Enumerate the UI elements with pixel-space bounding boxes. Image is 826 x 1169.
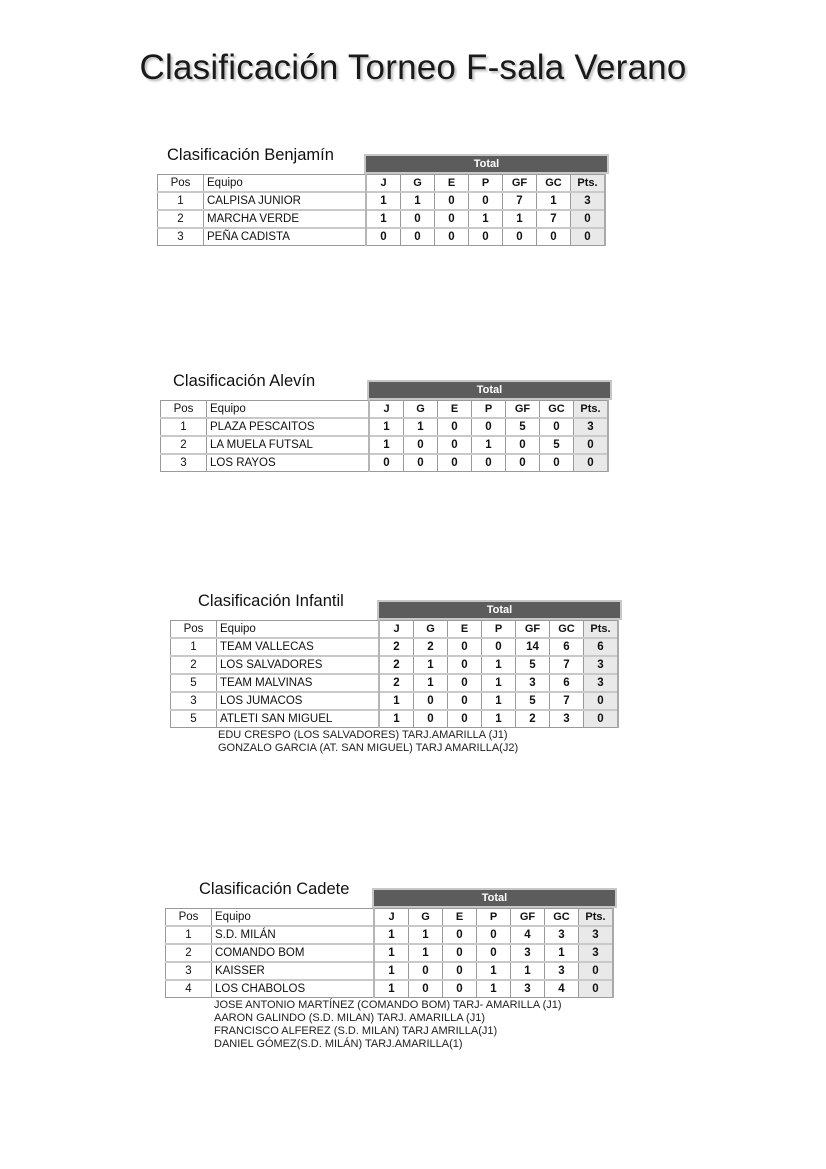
cell-p: 1	[482, 692, 516, 710]
table-row	[161, 454, 609, 472]
cell-pts: 0	[584, 710, 619, 728]
note-line: AARON GALINDO (S.D. MILAN) TARJ. AMARILLA (J1)	[214, 1012, 485, 1024]
cell-team: MARCHA VERDE	[204, 210, 367, 228]
cell-team: PEÑA CADISTA	[204, 228, 367, 246]
header-pos: Pos	[161, 401, 207, 419]
cell-pos: 1	[166, 926, 212, 944]
cell-pos: 5	[171, 674, 217, 692]
cell-gf: 0	[506, 454, 540, 472]
header-g: G	[409, 909, 443, 927]
cell-gf: 5	[516, 656, 550, 674]
cell-pos: 2	[161, 436, 207, 454]
cell-p: 0	[482, 638, 516, 656]
cell-g: 0	[401, 210, 435, 228]
cell-g: 0	[414, 710, 448, 728]
header-pos: Pos	[171, 621, 217, 639]
cell-g: 0	[414, 692, 448, 710]
cell-team: ATLETI SAN MIGUEL	[217, 710, 380, 728]
disciplinary-notes	[218, 729, 518, 755]
cell-team: COMANDO BOM	[212, 944, 375, 962]
cell-p: 1	[477, 962, 511, 980]
cell-e: 0	[443, 962, 477, 980]
cell-g: 0	[404, 436, 438, 454]
cell-pos: 1	[171, 638, 217, 656]
table-row	[166, 962, 614, 980]
cell-gf: 1	[503, 210, 537, 228]
cell-pts: 0	[571, 210, 606, 228]
cell-p: 0	[472, 418, 506, 436]
cell-e: 0	[435, 228, 469, 246]
cell-pos: 3	[158, 228, 204, 246]
cell-gc: 3	[550, 710, 584, 728]
cell-e: 0	[448, 692, 482, 710]
table-row	[161, 418, 609, 436]
note-line: GONZALO GARCIA (AT. SAN MIGUEL) TARJ AMARILLA(J2)	[218, 742, 519, 754]
cell-gc: 1	[545, 944, 579, 962]
cell-gc: 5	[540, 436, 574, 454]
cell-pos: 1	[161, 418, 207, 436]
header-e: E	[438, 401, 472, 419]
cell-gc: 0	[537, 228, 571, 246]
cell-pts: 0	[584, 692, 619, 710]
cell-gf: 0	[503, 228, 537, 246]
table-row	[166, 980, 614, 998]
cell-j: 1	[379, 692, 414, 710]
standings-table	[170, 620, 619, 728]
header-e: E	[448, 621, 482, 639]
header-p: P	[472, 401, 506, 419]
cell-pos: 1	[158, 192, 204, 210]
cell-gc: 4	[545, 980, 579, 998]
cell-gf: 7	[503, 192, 537, 210]
header-pts: Pts.	[584, 621, 619, 639]
cell-team: LOS RAYOS	[207, 454, 370, 472]
header-gc: GC	[545, 909, 579, 927]
cell-team: LA MUELA FUTSAL	[207, 436, 370, 454]
header-j: J	[379, 621, 414, 639]
header-e: E	[443, 909, 477, 927]
header-gc: GC	[550, 621, 584, 639]
cell-j: 1	[374, 980, 409, 998]
cell-j: 0	[366, 228, 401, 246]
cell-pos: 3	[161, 454, 207, 472]
cell-p: 1	[482, 656, 516, 674]
cell-gc: 0	[540, 454, 574, 472]
cell-p: 0	[469, 192, 503, 210]
table-row	[171, 656, 619, 674]
cell-e: 0	[448, 638, 482, 656]
cell-pts: 0	[579, 980, 614, 998]
cell-e: 0	[443, 926, 477, 944]
cell-p: 1	[482, 674, 516, 692]
note-line: EDU CRESPO (LOS SALVADORES) TARJ.AMARILLA (J1)	[218, 729, 508, 741]
cell-e: 0	[435, 192, 469, 210]
cell-j: 1	[366, 192, 401, 210]
section-title: Clasificación Benjamín	[167, 146, 334, 164]
cell-e: 0	[448, 674, 482, 692]
cell-j: 1	[366, 210, 401, 228]
header-gf: GF	[516, 621, 550, 639]
cell-j: 1	[379, 710, 414, 728]
cell-g: 2	[414, 638, 448, 656]
cell-g: 1	[404, 418, 438, 436]
total-header-bar: Total	[367, 380, 612, 400]
standings-table	[157, 174, 606, 246]
table-header-row	[158, 175, 606, 193]
cell-g: 1	[409, 926, 443, 944]
table-row	[171, 674, 619, 692]
header-team: Equipo	[204, 175, 367, 193]
cell-pts: 6	[584, 638, 619, 656]
cell-g: 1	[414, 656, 448, 674]
header-gf: GF	[506, 401, 540, 419]
cell-g: 0	[404, 454, 438, 472]
cell-j: 2	[379, 674, 414, 692]
cell-p: 1	[472, 436, 506, 454]
cell-team: TEAM MALVINAS	[217, 674, 380, 692]
cell-pts: 3	[571, 192, 606, 210]
cell-p: 0	[477, 926, 511, 944]
header-gf: GF	[503, 175, 537, 193]
cell-e: 0	[435, 210, 469, 228]
cell-team: LOS JUMACOS	[217, 692, 380, 710]
cell-g: 1	[414, 674, 448, 692]
cell-gc: 1	[537, 192, 571, 210]
cell-gf: 0	[506, 436, 540, 454]
cell-e: 0	[448, 710, 482, 728]
cell-gc: 3	[545, 926, 579, 944]
standings-table	[160, 400, 609, 472]
table-row	[158, 228, 606, 246]
cell-pts: 0	[571, 228, 606, 246]
cell-j: 1	[374, 962, 409, 980]
table-row	[158, 210, 606, 228]
cell-j: 0	[369, 454, 404, 472]
section-title: Clasificación Cadete	[199, 880, 350, 898]
section-title: Clasificación Infantil	[198, 592, 344, 610]
cell-pts: 3	[574, 418, 609, 436]
cell-e: 0	[443, 944, 477, 962]
cell-pos: 2	[158, 210, 204, 228]
cell-e: 0	[443, 980, 477, 998]
total-header-bar: Total	[364, 154, 609, 174]
cell-team: S.D. MILÁN	[212, 926, 375, 944]
cell-pos: 3	[171, 692, 217, 710]
cell-g: 1	[409, 944, 443, 962]
table-row	[161, 436, 609, 454]
cell-team: LOS SALVADORES	[217, 656, 380, 674]
table-row	[166, 944, 614, 962]
page-title: Clasificación Torneo F-sala Verano	[139, 48, 687, 87]
table-row	[158, 192, 606, 210]
cell-pos: 5	[171, 710, 217, 728]
cell-j: 2	[379, 656, 414, 674]
total-header-bar: Total	[377, 600, 622, 620]
cell-gf: 5	[506, 418, 540, 436]
cell-gc: 0	[540, 418, 574, 436]
header-pts: Pts.	[574, 401, 609, 419]
header-gf: GF	[511, 909, 545, 927]
cell-p: 1	[477, 980, 511, 998]
header-g: G	[404, 401, 438, 419]
cell-team: TEAM VALLECAS	[217, 638, 380, 656]
section-title: Clasificación Alevín	[173, 372, 316, 390]
header-pos: Pos	[158, 175, 204, 193]
cell-j: 1	[374, 926, 409, 944]
header-j: J	[374, 909, 409, 927]
cell-g: 0	[409, 962, 443, 980]
cell-pos: 2	[171, 656, 217, 674]
cell-p: 0	[477, 944, 511, 962]
cell-p: 1	[469, 210, 503, 228]
cell-pts: 0	[574, 454, 609, 472]
cell-pos: 4	[166, 980, 212, 998]
header-pos: Pos	[166, 909, 212, 927]
cell-gc: 3	[545, 962, 579, 980]
cell-pts: 0	[574, 436, 609, 454]
table-row	[171, 692, 619, 710]
cell-gf: 3	[516, 674, 550, 692]
disciplinary-notes	[214, 999, 562, 1051]
header-j: J	[369, 401, 404, 419]
cell-p: 0	[469, 228, 503, 246]
cell-gf: 1	[511, 962, 545, 980]
header-p: P	[469, 175, 503, 193]
cell-pts: 3	[579, 926, 614, 944]
cell-g: 0	[401, 228, 435, 246]
header-p: P	[477, 909, 511, 927]
cell-team: PLAZA PESCAITOS	[207, 418, 370, 436]
header-team: Equipo	[212, 909, 375, 927]
header-team: Equipo	[217, 621, 380, 639]
cell-pts: 3	[584, 674, 619, 692]
header-g: G	[401, 175, 435, 193]
table-header-row	[166, 909, 614, 927]
cell-pts: 3	[584, 656, 619, 674]
cell-gf: 5	[516, 692, 550, 710]
note-line: DANIEL GÓMEZ(S.D. MILÁN) TARJ.AMARILLA(1)	[214, 1038, 463, 1050]
cell-g: 0	[409, 980, 443, 998]
table-row	[171, 638, 619, 656]
cell-e: 0	[438, 436, 472, 454]
cell-g: 1	[401, 192, 435, 210]
cell-j: 1	[369, 436, 404, 454]
total-header-bar: Total	[372, 888, 617, 908]
cell-gc: 6	[550, 638, 584, 656]
cell-gc: 7	[550, 656, 584, 674]
header-gc: GC	[540, 401, 574, 419]
cell-j: 1	[374, 944, 409, 962]
header-g: G	[414, 621, 448, 639]
cell-gc: 7	[550, 692, 584, 710]
note-line: JOSE ANTONIO MARTÍNEZ (COMANDO BOM) TARJ- AMARILLA (J1)	[214, 999, 562, 1011]
cell-e: 0	[438, 418, 472, 436]
header-team: Equipo	[207, 401, 370, 419]
cell-pos: 3	[166, 962, 212, 980]
cell-gf: 2	[516, 710, 550, 728]
cell-pos: 2	[166, 944, 212, 962]
header-pts: Pts.	[571, 175, 606, 193]
cell-gf: 3	[511, 980, 545, 998]
cell-gc: 6	[550, 674, 584, 692]
cell-j: 1	[369, 418, 404, 436]
header-gc: GC	[537, 175, 571, 193]
table-row	[166, 926, 614, 944]
table-header-row	[171, 621, 619, 639]
standings-table	[165, 908, 614, 998]
header-p: P	[482, 621, 516, 639]
cell-pts: 0	[579, 962, 614, 980]
table-row	[171, 710, 619, 728]
cell-pts: 3	[579, 944, 614, 962]
cell-e: 0	[438, 454, 472, 472]
cell-e: 0	[448, 656, 482, 674]
note-line: FRANCISCO ALFEREZ (S.D. MILAN) TARJ AMRILLA(J1)	[214, 1025, 498, 1037]
header-j: J	[366, 175, 401, 193]
cell-gf: 3	[511, 944, 545, 962]
cell-p: 1	[482, 710, 516, 728]
cell-team: KAISSER	[212, 962, 375, 980]
cell-j: 2	[379, 638, 414, 656]
header-pts: Pts.	[579, 909, 614, 927]
table-header-row	[161, 401, 609, 419]
cell-gc: 7	[537, 210, 571, 228]
cell-p: 0	[472, 454, 506, 472]
cell-team: LOS CHABOLOS	[212, 980, 375, 998]
cell-gf: 14	[516, 638, 550, 656]
cell-gf: 4	[511, 926, 545, 944]
header-e: E	[435, 175, 469, 193]
cell-team: CALPISA JUNIOR	[204, 192, 367, 210]
